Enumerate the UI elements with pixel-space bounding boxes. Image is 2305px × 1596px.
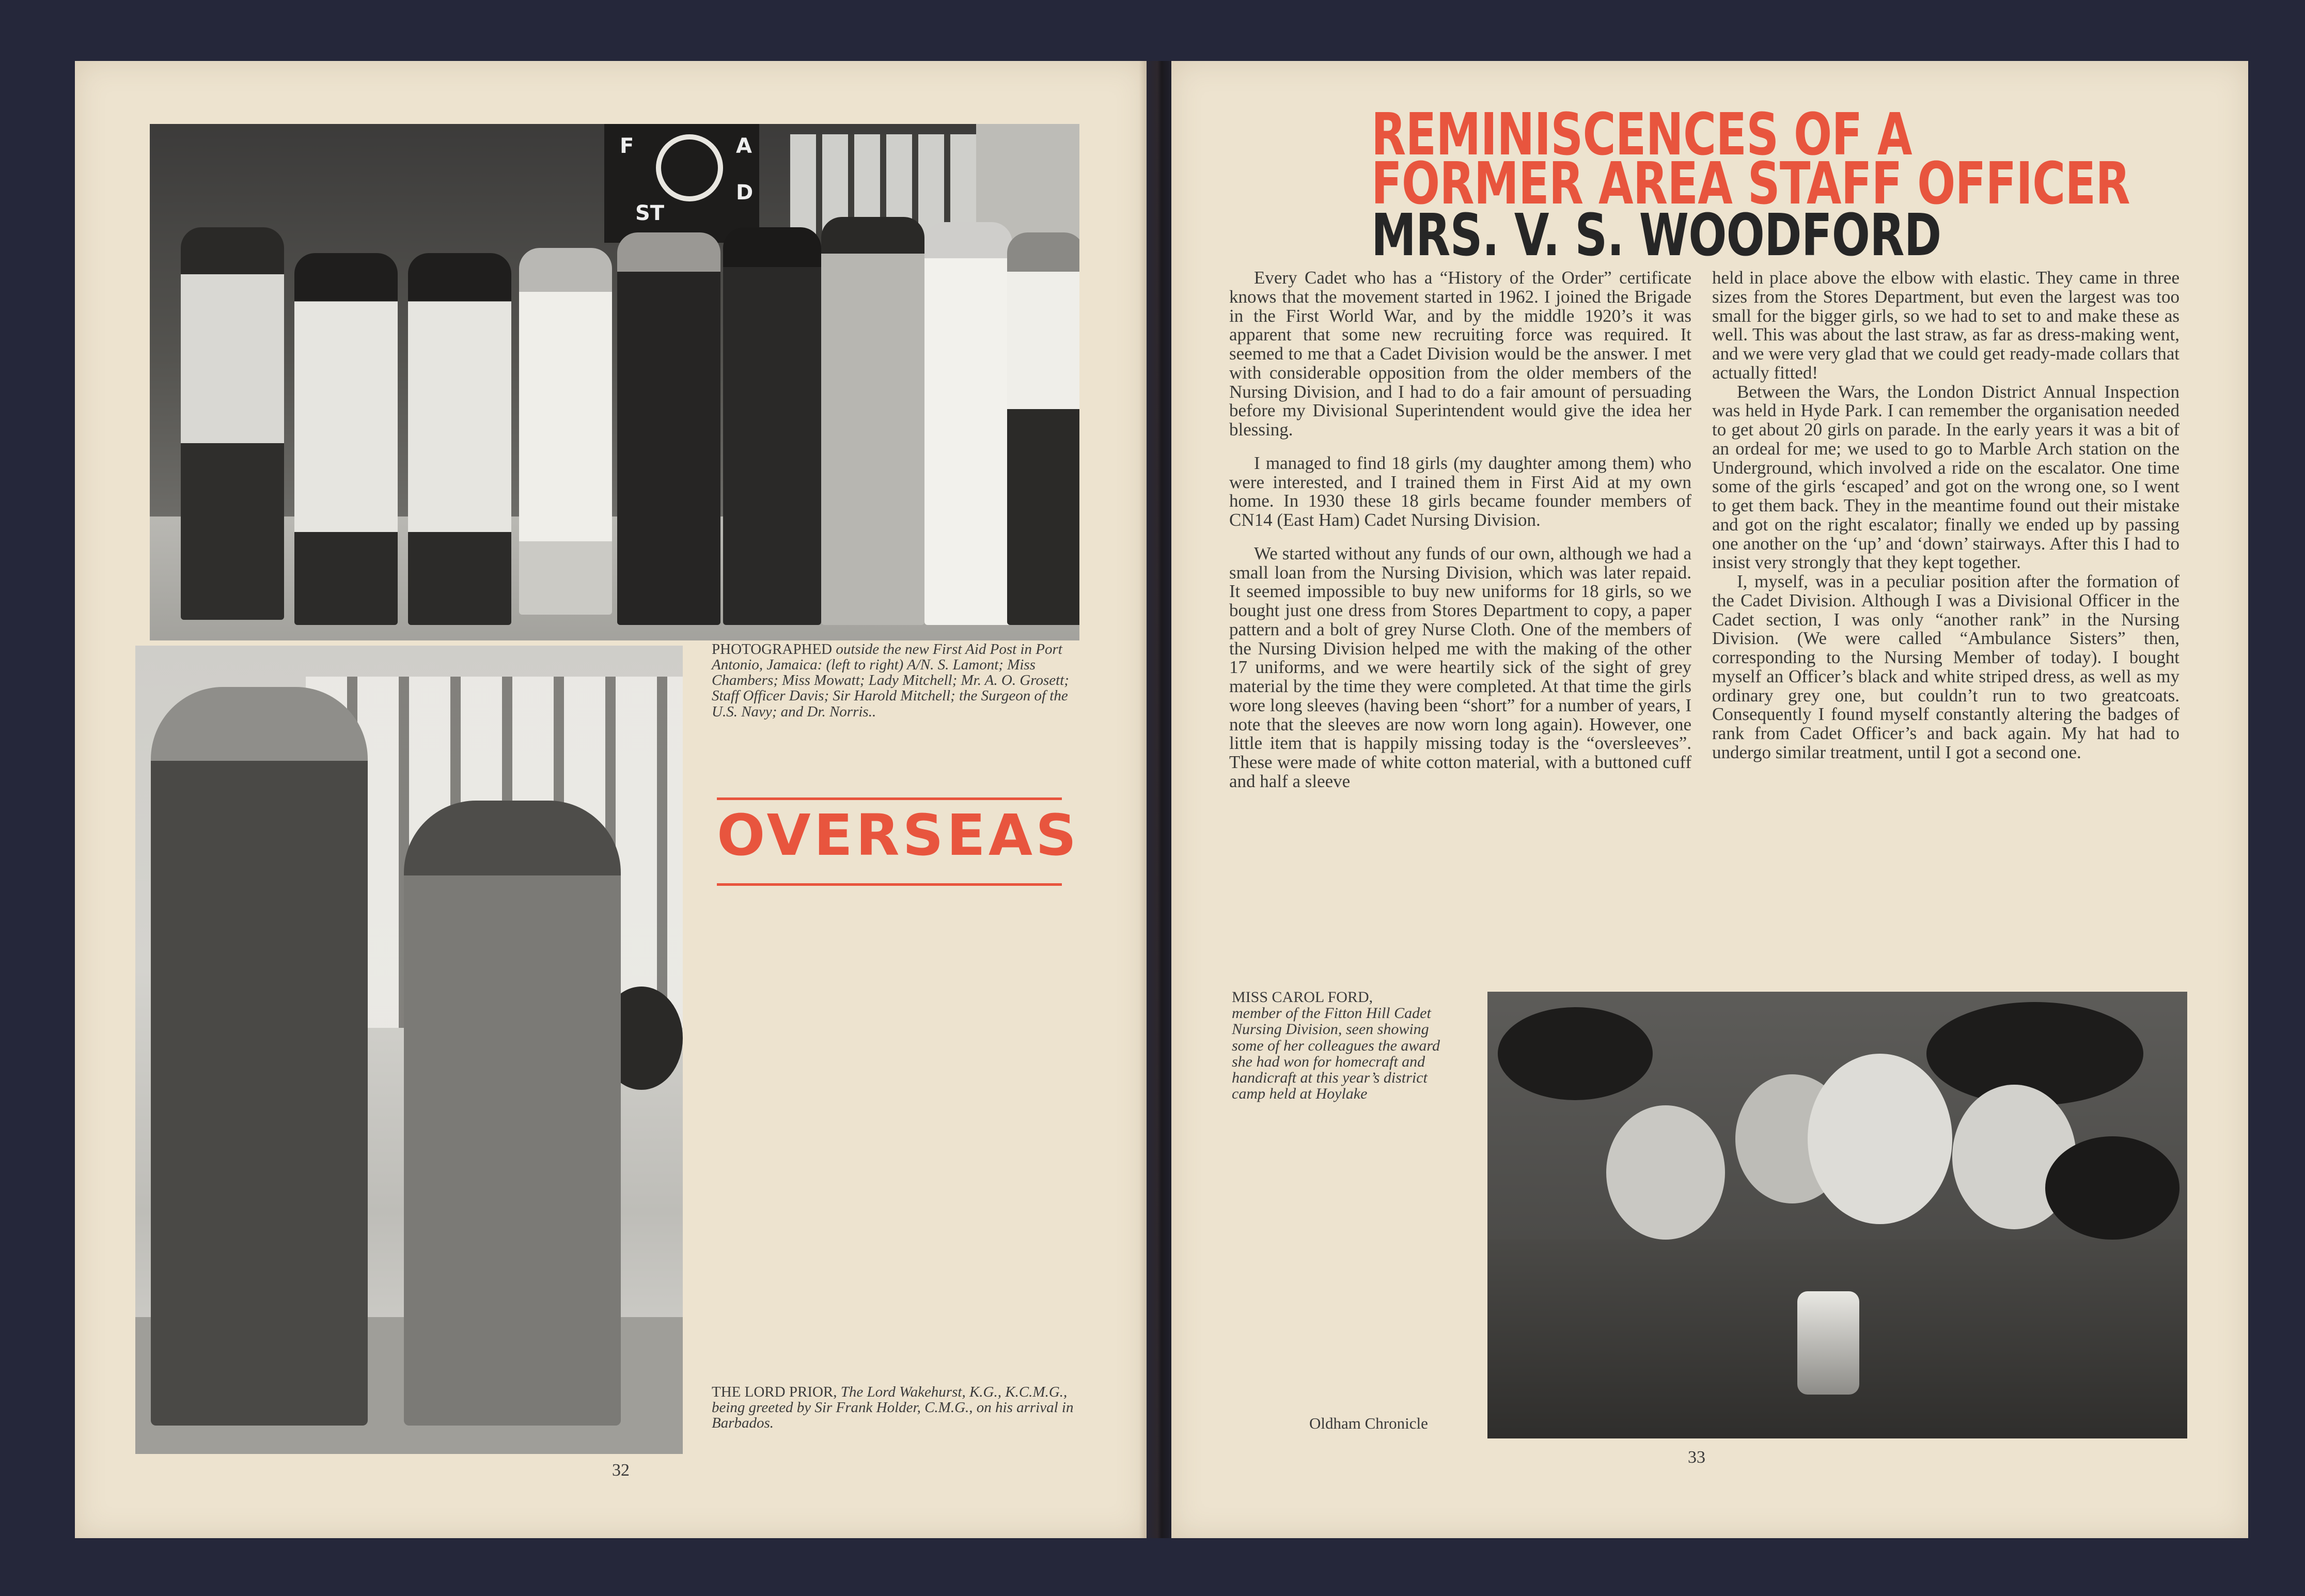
- figure-mr-grosett: [617, 232, 720, 625]
- figure-staff-officer-davis: [723, 227, 821, 625]
- caption-text: member of the Fitton Hill Cadet Nursing Division, seen showing some of her colleagues the award she had won for homecraft and handicraft at this year’s district camp held at Hoylake: [1232, 1005, 1440, 1103]
- figure-dr-norris: [1007, 232, 1079, 625]
- overseas-rule-top: [717, 797, 1062, 800]
- article-paragraph: I, myself, was in a peculiar position after the formation of the Cadet Division. Although I was a Divisional Officer in the Cadet section, I was only “another rank” in the Nursing Division. (We were called “Ambulance Sisters” then, corresponding to the Nursing Member of today). I bought myself an Officer’s black and white striped dress, as well as my ordinary grey one, but couldn’t run to two greatcoats. Consequently I found myself constantly altering the badges of rank from Cadet Officer’s and back again. My hat had to undergo similar treatment, until I got a second one.: [1712, 571, 2179, 762]
- caption-text: outside the new First Aid Post in Port Antonio, Jamaica: (left to right) A/N. S. Lamont; Miss Chambers; Miss Mowatt; Lady Mitchell; Mr. A. O. Grosett; Staff Officer Davis; Sir Harold Mitchell; the Surgeon of the U.S. Navy; and Dr. Norris..: [712, 641, 1069, 720]
- page-number-right: 33: [1688, 1448, 1705, 1467]
- section-title-overseas: OVERSEAS: [717, 802, 1080, 868]
- cadet-beret-1: [1498, 1007, 1653, 1100]
- sign-letter-a: A: [736, 134, 752, 158]
- figure-us-navy-surgeon: [924, 222, 1012, 625]
- figure-sir-harold-mitchell: [821, 217, 924, 625]
- cadet-face-1: [1606, 1105, 1725, 1240]
- article-paragraph: held in place above the elbow with elastic. They came in three sizes from the Stores Department, but even the largest was too small for the bigger girls, so we had to set to and make these as well. This was about the last straw, as far as dress-making went, and we were very glad that we could get ready-made collars that actually fitted!: [1712, 268, 2179, 383]
- group-photo-first-aid-post: [150, 124, 1079, 640]
- figure-sir-frank-holder: [404, 801, 621, 1426]
- sign-letter-f: F: [620, 134, 634, 158]
- page-number-left: 32: [612, 1461, 630, 1480]
- figure-nurse-2: [408, 253, 511, 625]
- article-paragraph: Every Cadet who has a “History of the Order” certificate knows that the movement started in 1962. I joined the Brigade in the First World War, and by the middle 1920’s it was apparent that some new recruiting force was required. It seemed to me that a Cadet Division would be the answer. I met with considerable opposition from the older members of the Nursing Division, and I had to do a fair amount of persuading before my Divisional Superintendent would give the idea her blessing.: [1229, 268, 1691, 440]
- overseas-rule-bottom: [717, 883, 1062, 886]
- maltese-cross-icon: [656, 134, 723, 201]
- sign-letter-d: D: [736, 181, 754, 205]
- figure-lord-wakehurst: [151, 687, 368, 1426]
- article-paragraph: We started without any funds of our own, although we had a small loan from the Nursing Division, which was later repaid. It seemed impossible to buy new uniforms for 18 girls, so we bought just one dress from Stores Department to copy, a paper pattern and a bolt of grey Nurse Cloth. One of the members of the Nursing Division helped me with the making of the other 17 uniforms, and we were heartily sick of the sight of grey material by the time they were completed. At that time the girls wore long sleeves (having been “short” for a number of years, I note that the sleeves are now worn long again). However, one little item that is happily missing today is the “oversleeves”. These were made of white cotton material, with a buttoned cuff and half a sleeve: [1229, 543, 1691, 791]
- caption-lead: THE LORD PRIOR,: [712, 1384, 837, 1400]
- cadet-photo-caption: [1232, 989, 1449, 1102]
- award-trophy: [1797, 1291, 1859, 1395]
- caption-lead: MISS CAROL FORD,: [1232, 989, 1373, 1006]
- byline: MRS. V. S. WOODFORD: [1371, 202, 1941, 269]
- caption-text: The Lord Wakehurst, K.G., K.C.M.G., being greeted by Sir Frank Holder, C.M.G., on his arrival in Barbados.: [712, 1384, 1074, 1432]
- article-paragraph: I managed to find 18 girls (my daughter among them) who were interested, and I trained them in First Aid at my own home. In 1930 these 18 girls became founder members of CN14 (East Ham) Cadet Nursing Division.: [1229, 452, 1691, 530]
- handshake-photo-caption: [712, 1384, 1084, 1431]
- sign-board: [604, 124, 759, 243]
- group-photo-caption: [712, 641, 1073, 719]
- article-paragraph: Between the Wars, the London District Annual Inspection was held in Hyde Park. I can remember the organisation needed to get about 20 girls on parade. In the early years it was a bit of an ordeal for me; we used to go to Marble Arch station on the Underground, which involved a ride on the escalator. One time some of the girls ‘escaped’ and got on the wrong one, so I went to get them back. They in the meantime found out their mistake and got on the right escalator; finally we ended up by passing one another on the ‘up’ and ‘down’ stairways. After this I had to insist very strongly that they kept together.: [1712, 381, 2179, 573]
- figure-lady-mitchell: [519, 248, 612, 615]
- handshake-photo-barbados: [135, 646, 683, 1454]
- cadet-face-carol-ford: [1808, 1054, 1952, 1224]
- photo-credit: Oldham Chronicle: [1309, 1414, 1428, 1432]
- figure-officer-1: [181, 227, 284, 620]
- cadet-group-photo: [1487, 992, 2187, 1438]
- article-column-1: [1229, 269, 1691, 791]
- cadet-beret-3: [2045, 1136, 2179, 1240]
- article-column-2: [1712, 269, 2179, 762]
- sign-letter-st: ST: [635, 201, 665, 225]
- caption-lead: PHOTOGRAPHED: [712, 641, 833, 658]
- headline-line-2: FORMER AREA STAFF OFFICER: [1371, 150, 2130, 217]
- figure-nurse-1: [294, 253, 398, 625]
- headline-line-1: REMINISCENCES OF A: [1371, 101, 1912, 168]
